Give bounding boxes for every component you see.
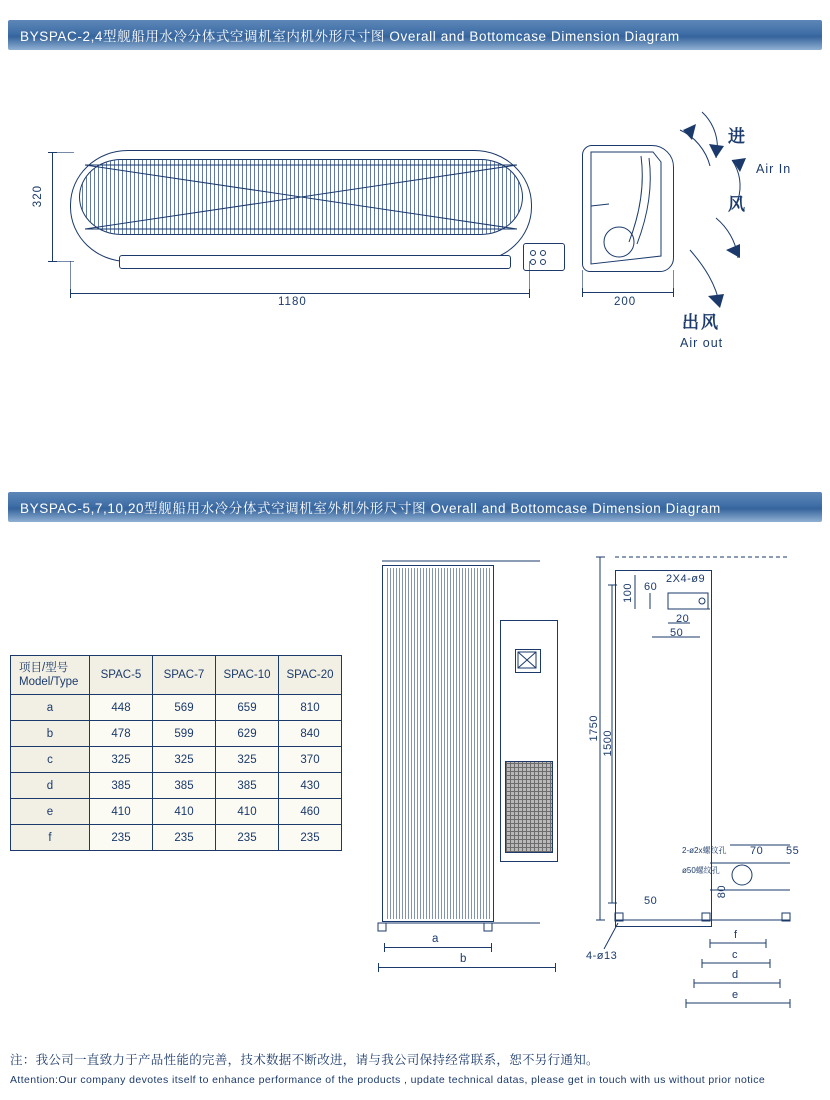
air-out-label-en: Air out: [680, 336, 724, 350]
footer-notice-en: Attention:Our company devotes itself to enhance performance of the products , update technical datas, please get in touch with us without prior notice: [10, 1074, 766, 1086]
column-header: SPAC-7: [153, 656, 216, 695]
table-cell: 569: [153, 695, 216, 721]
dim-50-top-label: 50: [670, 627, 684, 639]
row-label: b: [11, 721, 90, 747]
table-cell: 325: [90, 747, 153, 773]
table-cell: 810: [279, 695, 342, 721]
dim-70-label: 70: [750, 845, 764, 857]
row-label: c: [11, 747, 90, 773]
table-cell: 460: [279, 799, 342, 825]
dim-1500-label: 1500: [602, 730, 614, 757]
table-cell: 235: [216, 825, 279, 851]
table-row: [11, 825, 342, 851]
table-cell: 410: [90, 799, 153, 825]
table-row: [11, 773, 342, 799]
outdoor-dim-b-label: b: [460, 953, 468, 965]
depth-dimension-line: [582, 292, 674, 293]
side-view-diagram: [560, 100, 820, 360]
dim-d-label: d: [732, 969, 739, 981]
corner-header-cn: 项目/型号: [19, 661, 69, 674]
thread-note-1: 2-ø2x螺纹孔: [682, 846, 727, 855]
corner-header-en: Model/Type: [19, 676, 79, 688]
table-cell: 370: [279, 747, 342, 773]
indoor-height-label: 320: [32, 185, 44, 208]
dim-60-label: 60: [644, 581, 658, 593]
outdoor-unit-side-dimension-view: [586, 545, 825, 1015]
table-cell: 235: [153, 825, 216, 851]
column-header: SPAC-10: [216, 656, 279, 695]
row-label: a: [11, 695, 90, 721]
dim-c-label: c: [732, 949, 738, 961]
table-cell: 448: [90, 695, 153, 721]
table-cell: 385: [90, 773, 153, 799]
depth-ext-left: [582, 270, 583, 294]
table-cell: 599: [153, 721, 216, 747]
indoor-unit-body: [70, 150, 532, 262]
table-corner-header: [11, 656, 90, 695]
spec-table: [10, 655, 342, 851]
air-in-label-cn-1: 进: [728, 127, 747, 146]
dim-80-label: 80: [716, 885, 728, 899]
table-cell: 629: [216, 721, 279, 747]
column-header: SPAC-20: [279, 656, 342, 695]
outdoor-section-banner: [8, 492, 822, 522]
indoor-width-dimension-line: [70, 293, 530, 294]
outdoor-dim-a-line: [384, 947, 492, 948]
dim-50-bottom-label: 50: [644, 895, 658, 907]
outdoor-unit-front-view: [360, 555, 540, 975]
air-in-label-cn-2: 风: [728, 195, 747, 214]
table-header-row: [11, 656, 342, 695]
indoor-height-dimension-line: [52, 152, 53, 262]
indoor-section-banner: [8, 20, 822, 50]
table-row: [11, 721, 342, 747]
table-cell: 478: [90, 721, 153, 747]
table-row: [11, 747, 342, 773]
outdoor-dim-b-tick-left: [378, 963, 379, 972]
thread-note-2: ø50螺纹孔: [682, 866, 720, 875]
row-label: f: [11, 825, 90, 851]
table-cell: 325: [216, 747, 279, 773]
dim-1750-label: 1750: [588, 715, 600, 742]
outdoor-dim-a-label: a: [432, 933, 440, 945]
depth-ext-right: [673, 270, 674, 294]
indoor-ext-top: [52, 152, 74, 153]
indoor-banner-title: BYSPAC-2,4型舰船用水冷分体式空调机室内机外形尺寸图 Overall and Bottomcase Dimension Diagram: [20, 29, 680, 44]
air-in-label-en: Air In: [756, 162, 792, 176]
table-cell: 325: [153, 747, 216, 773]
dim-e-label: e: [732, 989, 739, 1001]
hole-top-label: 2X4-ø9: [666, 573, 706, 585]
table-row: [11, 799, 342, 825]
dimension-lines: [590, 545, 825, 1015]
row-label: e: [11, 799, 90, 825]
row-label: d: [11, 773, 90, 799]
column-header: SPAC-5: [90, 656, 153, 695]
outdoor-dim-b-tick-right: [555, 963, 556, 972]
table-cell: 840: [279, 721, 342, 747]
indoor-unit-base-strip: [119, 255, 511, 269]
table-cell: 385: [153, 773, 216, 799]
indoor-unit-diagram: [30, 130, 550, 320]
dim-100-label: 100: [622, 583, 634, 603]
table-cell: 430: [279, 773, 342, 799]
footer-notice: [10, 1050, 820, 1086]
indoor-width-label: 1180: [278, 296, 307, 308]
table-cell: 659: [216, 695, 279, 721]
dim-20-label: 20: [676, 613, 690, 625]
air-out-label-cn: 出风: [682, 313, 720, 332]
dim-f-label: f: [734, 929, 738, 941]
outdoor-banner-title: BYSPAC-5,7,10,20型舰船用水冷分体式空调机室外机外形尺寸图 Overall and Bottomcase Dimension Diagram: [20, 501, 721, 516]
outdoor-dim-a-tick-right: [491, 943, 492, 952]
outdoor-dim-b-line: [378, 967, 556, 968]
table-row: [11, 695, 342, 721]
table-cell: 410: [153, 799, 216, 825]
dim-55-label: 55: [786, 845, 800, 857]
specification-table: [10, 655, 342, 851]
outdoor-frame-lines: [360, 555, 540, 975]
table-cell: 235: [279, 825, 342, 851]
hole-bottom-label: 4-ø13: [586, 950, 618, 962]
footer-notice-cn: 注：我公司一直致力于产品性能的完善，技术数据不断改进，请与我公司保持经常联系，恕不另行通知。: [10, 1053, 599, 1067]
table-cell: 410: [216, 799, 279, 825]
depth-label: 200: [614, 296, 637, 308]
indoor-ext-left: [70, 261, 71, 295]
table-cell: 385: [216, 773, 279, 799]
table-cell: 235: [90, 825, 153, 851]
indoor-ext-right: [529, 261, 530, 295]
indoor-cross-marks: [79, 159, 523, 235]
airflow-arrows: [620, 100, 820, 330]
outdoor-dim-a-tick-left: [384, 943, 385, 952]
